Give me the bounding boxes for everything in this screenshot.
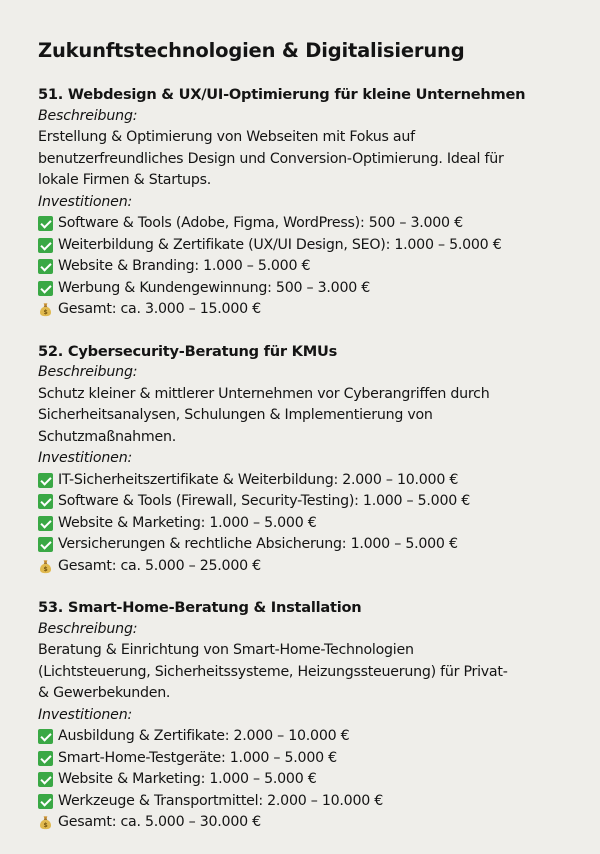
investment-text: Website & Marketing: 1.000 – 5.000 € [58,771,317,787]
description-label: Beschreibung: [38,107,138,124]
investment-item [38,213,568,235]
check-mark-button-icon [38,794,53,809]
business-idea-section [38,84,568,321]
description-label: Beschreibung: [38,620,138,637]
check-mark-button-icon [38,772,53,787]
investment-text: Software & Tools (Adobe, Figma, WordPress): 500 – 3.000 € [58,215,463,231]
investment-item [38,726,568,748]
investment-item [38,769,568,791]
check-mark-button-icon [38,537,53,552]
business-idea-section [38,341,568,578]
total-cost [38,299,568,321]
total-cost [38,812,568,834]
description-line: Schutz kleiner & mittlerer Unternehmen vor Cyberangriffen durch [38,385,490,402]
document-page [38,38,568,854]
investments-list [38,213,568,299]
investment-text: Ausbildung & Zertifikate: 2.000 – 10.000 € [58,728,350,744]
money-bag-icon [38,559,53,574]
investments-label: Investitionen: [38,706,133,723]
investment-text: Versicherungen & rechtliche Absicherung: 1.000 – 5.000 € [58,536,458,552]
description-line: Beratung & Einrichtung von Smart-Home-Technologien [38,642,414,658]
investment-text: Weiterbildung & Zertifikate (UX/UI Design, SEO): 1.000 – 5.000 € [58,236,502,253]
business-idea-section [38,597,568,834]
money-bag-icon [38,302,53,317]
check-mark-button-icon [38,516,53,531]
description-line: benutzerfreundliches Design und Conversion-Optimierung. Ideal für [38,150,504,167]
total-text: Gesamt: ca. 5.000 – 25.000 € [58,557,261,574]
description-line: (Lichtsteuerung, Sicherheitssysteme, Heizungssteuerung) für Privat- [38,663,508,680]
sections-container [38,84,568,834]
investment-text: Software & Tools (Firewall, Security-Testing): 1.000 – 5.000 € [58,493,471,509]
section-title: 52. Cybersecurity-Beratung für KMUs [38,342,338,360]
check-mark-button-icon [38,751,53,766]
description-line: Erstellung & Optimierung von Webseiten mit Fokus auf [38,129,415,145]
check-mark-button-icon [38,473,53,488]
investments-label: Investitionen: [38,450,133,466]
description-line: Schutzmaßnahmen. [38,428,176,445]
investments-list [38,470,568,556]
section-title: 53. Smart-Home-Beratung & Installation [38,599,362,616]
total-cost [38,556,568,578]
investment-item [38,791,568,813]
check-mark-button-icon [38,216,53,231]
check-mark-button-icon [38,494,53,509]
page-title: Zukunftstechnologien & Digitalisierung [38,39,465,62]
investment-item [38,256,568,278]
investment-item [38,235,568,257]
svg-text:$: $ [43,309,48,317]
description-line: & Gewerbekunden. [38,685,171,701]
svg-text:$: $ [43,822,48,830]
investment-text: IT-Sicherheitszertifikate & Weiterbildung: 2.000 – 10.000 € [58,471,459,488]
investment-item [38,491,568,513]
investment-item [38,513,568,535]
check-mark-button-icon [38,729,53,744]
total-text: Gesamt: ca. 3.000 – 15.000 € [58,301,261,317]
investment-text: Werbung & Kundengewinnung: 500 – 3.000 € [58,279,371,296]
investment-item [38,278,568,300]
description-line: Sicherheitsanalysen, Schulungen & Implementierung von [38,407,433,423]
description-line: lokale Firmen & Startups. [38,172,212,188]
investment-item [38,470,568,492]
investment-item [38,748,568,770]
check-mark-button-icon [38,281,53,296]
description-label: Beschreibung: [38,364,138,380]
check-mark-button-icon [38,259,53,274]
check-mark-button-icon [38,238,53,253]
investment-text: Werkzeuge & Transportmittel: 2.000 – 10.000 € [58,792,384,809]
svg-text:$: $ [43,565,48,573]
section-title: 51. Webdesign & UX/UI-Optimierung für kleine Unternehmen [38,86,526,103]
investment-text: Website & Branding: 1.000 – 5.000 € [58,258,311,274]
total-text: Gesamt: ca. 5.000 – 30.000 € [58,814,261,830]
investment-text: Smart-Home-Testgeräte: 1.000 – 5.000 € [58,749,337,766]
investments-list [38,726,568,812]
investment-text: Website & Marketing: 1.000 – 5.000 € [58,514,317,531]
investments-label: Investitionen: [38,193,133,210]
investment-item [38,534,568,556]
money-bag-icon [38,815,53,830]
